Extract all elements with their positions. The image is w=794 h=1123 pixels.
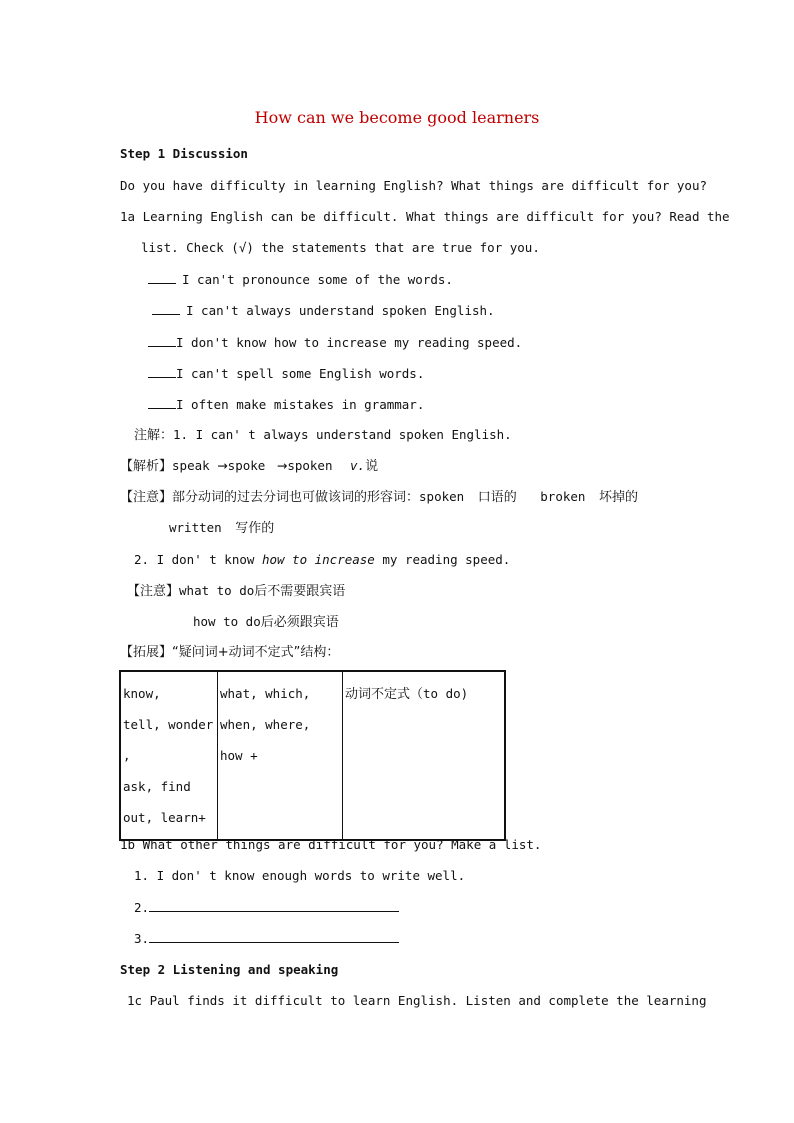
verb-form: spoke xyxy=(227,458,266,473)
check-blank[interactable] xyxy=(148,365,176,378)
note-1-text: 1. I can' t always understand spoken English. xyxy=(173,427,512,442)
infinitive-label: 动词不定式（ xyxy=(345,687,424,702)
table-cell-verbs xyxy=(120,671,218,840)
statement-text: I often make mistakes in grammar. xyxy=(176,397,425,412)
table-row xyxy=(120,671,505,840)
arrow-icon: → xyxy=(217,458,228,473)
example-word: written xyxy=(169,520,222,535)
phrase: what to do xyxy=(179,583,255,598)
answer-blank[interactable] xyxy=(149,899,399,912)
example-word: broken xyxy=(540,489,586,504)
statement-row xyxy=(148,271,453,288)
note-2-prefix: 2. I don' t know xyxy=(134,552,255,567)
statement-text: I can't always understand spoken English. xyxy=(186,303,495,318)
analysis-line xyxy=(120,458,378,475)
step2-heading: Step 2 Listening and speaking xyxy=(120,962,339,977)
expand-line xyxy=(120,645,339,661)
step1-heading: Step 1 Discussion xyxy=(120,146,248,161)
statement-text: I can't pronounce some of the words. xyxy=(182,272,453,287)
attention-line-2 xyxy=(169,520,274,537)
cell-line: how + xyxy=(220,748,258,763)
table-cell-wh-words xyxy=(218,671,343,840)
note-2-highlight: how to increase xyxy=(261,552,375,567)
analysis-label: 【解析】 xyxy=(120,459,173,474)
phrase-rule: 后不需要跟宾语 xyxy=(254,584,346,599)
page-title: How can we become good learners xyxy=(254,108,540,127)
meaning: 说 xyxy=(365,459,379,474)
instruction-1a-line1: 1a Learning English can be difficult. What things are difficult for you? Read the xyxy=(120,209,730,224)
expand-text: “疑问词+动词不定式”结构： xyxy=(172,645,340,660)
instruction-1c: 1c Paul finds it difficult to learn English. Listen and complete the learning xyxy=(127,993,707,1008)
note-label: 注解： xyxy=(134,428,174,443)
example-meaning: 坏掉的 xyxy=(598,490,638,505)
note-2-suffix: my reading speed. xyxy=(382,552,511,567)
cell-line: know, xyxy=(123,686,161,701)
example-meaning: 写作的 xyxy=(235,521,275,536)
attention2-line2 xyxy=(193,614,339,631)
statement-row xyxy=(152,302,495,319)
list-item-2 xyxy=(134,899,399,916)
statement-text: I don't know how to increase my reading speed. xyxy=(176,335,523,350)
cell-line: , xyxy=(123,748,131,763)
example-word: spoken xyxy=(419,489,465,504)
answer-blank[interactable] xyxy=(149,930,399,943)
check-blank[interactable] xyxy=(148,334,176,347)
instruction-1a-line2: list. Check (√) the statements that are true for you. xyxy=(141,240,540,255)
note-2 xyxy=(134,552,510,568)
phrase: how to do xyxy=(193,614,261,629)
check-blank[interactable] xyxy=(152,302,180,315)
cell-line: out, learn+ xyxy=(123,810,206,825)
check-blank[interactable] xyxy=(148,271,176,284)
statement-row xyxy=(148,396,424,413)
attention-label: 【注意】 xyxy=(120,490,173,505)
infinitive-form: to do) xyxy=(423,686,469,701)
attention2-label: 【注意】 xyxy=(127,584,180,599)
expand-label: 【拓展】 xyxy=(120,645,173,660)
check-blank[interactable] xyxy=(148,396,176,409)
example-meaning: 口语的 xyxy=(477,490,517,505)
attention2-line1 xyxy=(127,583,345,600)
arrow-icon: → xyxy=(276,458,288,473)
list-item-1: 1. I don' t know enough words to write well. xyxy=(134,868,466,883)
attention-line xyxy=(120,489,638,506)
table-cell-infinitive xyxy=(343,671,506,840)
cell-line xyxy=(345,678,502,710)
structure-table xyxy=(119,670,506,841)
instruction-1b: 1b What other things are difficult for you? Make a list. xyxy=(120,837,542,852)
phrase-rule: 后必须跟宾语 xyxy=(260,615,339,630)
statement-row xyxy=(148,365,424,382)
cell-line: tell, wonder xyxy=(123,717,214,732)
statement-text: I can't spell some English words. xyxy=(176,366,425,381)
list-number: 3. xyxy=(134,931,150,946)
cell-line: what, which, xyxy=(220,686,311,701)
cell-line: ask, find xyxy=(123,779,191,794)
statement-row xyxy=(148,334,522,351)
verb-form: spoken xyxy=(287,458,333,473)
verb-form: speak xyxy=(172,458,210,473)
part-of-speech: v. xyxy=(350,458,366,473)
note-1 xyxy=(134,427,512,444)
discussion-question: Do you have difficulty in learning English? What things are difficult for you? xyxy=(120,178,707,193)
list-number: 2. xyxy=(134,900,150,915)
cell-line: when, where, xyxy=(220,717,311,732)
list-item-3 xyxy=(134,930,399,947)
attention-text: 部分动词的过去分词也可做该词的形容词： xyxy=(172,490,420,505)
